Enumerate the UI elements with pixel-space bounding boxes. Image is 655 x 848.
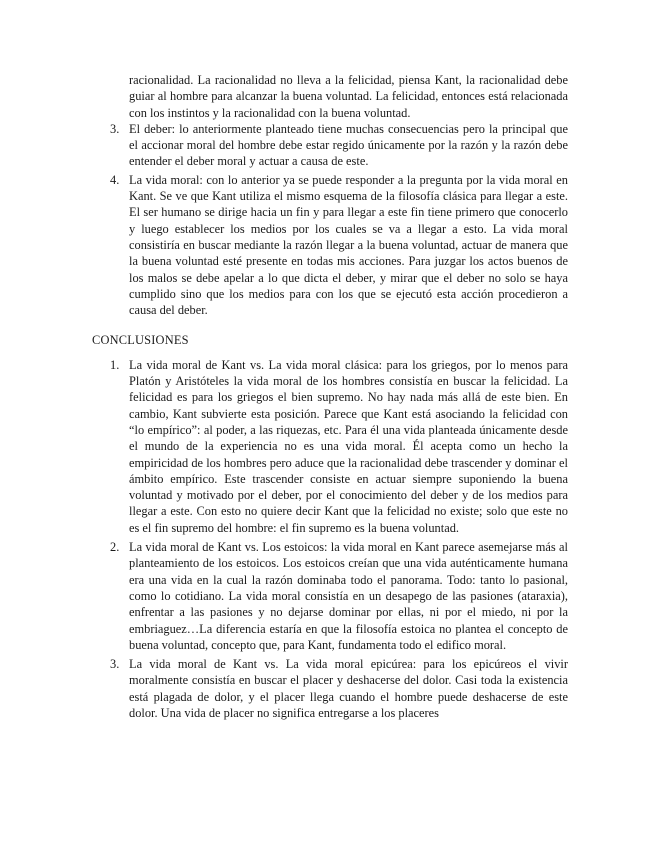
list-item-number: 1. xyxy=(110,357,120,372)
continuation-paragraph: racionalidad. La racionalidad no lleva a la felicidad, piensa Kant, la racionalidad debe guiar al hombre para alcanzar la buena voluntad. La felicidad, entonces está relacionada con los instintos y la racionalidad con la buena voluntad. xyxy=(129,73,568,120)
list-item xyxy=(92,539,568,653)
list-item-number: 2. xyxy=(110,540,120,555)
conclusions-numbered-list xyxy=(92,357,568,722)
list-item-number: 4. xyxy=(110,172,120,187)
list-item xyxy=(92,656,568,721)
list-item-text: La vida moral de Kant vs. La vida moral epicúrea: para los epicúreos el vivir moralmente consistía en buscar el placer y deshacerse del dolor. Casi toda la existencia está plagada de dolor, y el placer llega cuando el hombre puede deshacerse de este dolor. Una vida de placer no significa entregarse a los placeres xyxy=(129,657,568,720)
list-item-text: La vida moral de Kant vs. La vida moral clásica: para los griegos, por lo menos para Platón y Aristóteles la vida moral de los hombres consistía en buscar la felicidad. La felicidad es para los griegos el bien supremo. No hay nada más allá de este bien. En cambio, Kant subvierte esta posición. Parece que Kant está asociando la felicidad con “lo empírico”: al poder, a las riquezas, etc. Para él una vida planteada únicamente desde el mundo de la experiencia no es una vida moral. Él acepta como un hecho la empiricidad de los hombres pero aduce que la racionalidad debe trascender y dominar el ámbito empírico. Este trascender consiste en actuar siempre suponiendo la buena voluntad y motivado por el deber, por el conocimiento del deber y de los medios para llegar a este. Con esto no quiere decir Kant que la felicidad no existe; solo que este no es el fin supremo del hombre: el fin supremo es la buena voluntad. xyxy=(129,357,568,535)
list-item xyxy=(92,357,568,536)
list-item-number: 3. xyxy=(110,657,120,672)
list-item xyxy=(92,172,568,319)
list-item-text: La vida moral de Kant vs. Los estoicos: la vida moral en Kant parece asemejarse más al planteamiento de los estoicos. Los estoicos creían que una vida auténticamente humana era una vida en la cual la razón dominaba todo el panorama. Todo: tanto lo pasional, como lo cotidiano. La vida moral consistía en un desapego de las pasiones (ataraxia), enfrentar a las pasiones y no dejarse dominar por ellas, ni por el miedo, ni por la embriaguez…La diferencia estaría en que la filosofía estoica no plantea el concepto de buena voluntad, concepto que, para Kant, fundamenta todo el edifico moral. xyxy=(129,540,568,652)
list-item xyxy=(92,121,568,170)
body-numbered-list xyxy=(92,121,568,319)
conclusions-heading: CONCLUSIONES xyxy=(92,333,189,348)
list-item-number: 3. xyxy=(110,121,120,136)
list-item-text: El deber: lo anteriormente planteado tiene muchas consecuencias pero la principal que el accionar moral del hombre debe estar regido únicamente por la razón y la razón debe entender el deber moral y actuar a causa de este. xyxy=(129,121,568,169)
list-item-text: La vida moral: con lo anterior ya se puede responder a la pregunta por la vida moral en Kant. Se ve que Kant utiliza el mismo esquema de la filosofía clásica para llegar a este. El ser humano se dirige hacia un fin y para llegar a este fin tiene primero que conocerlo y luego establecer los medios por los cuales se va a llegar a esto. La vida moral consistiría en buscar mediante la razón llegar a la buena voluntad, actuar de manera que la buena voluntad esté presente en todas mis acciones. Para juzgar los actos buenos de los malos se debe apelar a lo que dicta el deber, y mirar que el deber no solo se haya cumplido sino que los medios para con los que se ejecutó esta acción procedieron a causa del deber. xyxy=(129,172,568,318)
document-page xyxy=(92,72,568,724)
